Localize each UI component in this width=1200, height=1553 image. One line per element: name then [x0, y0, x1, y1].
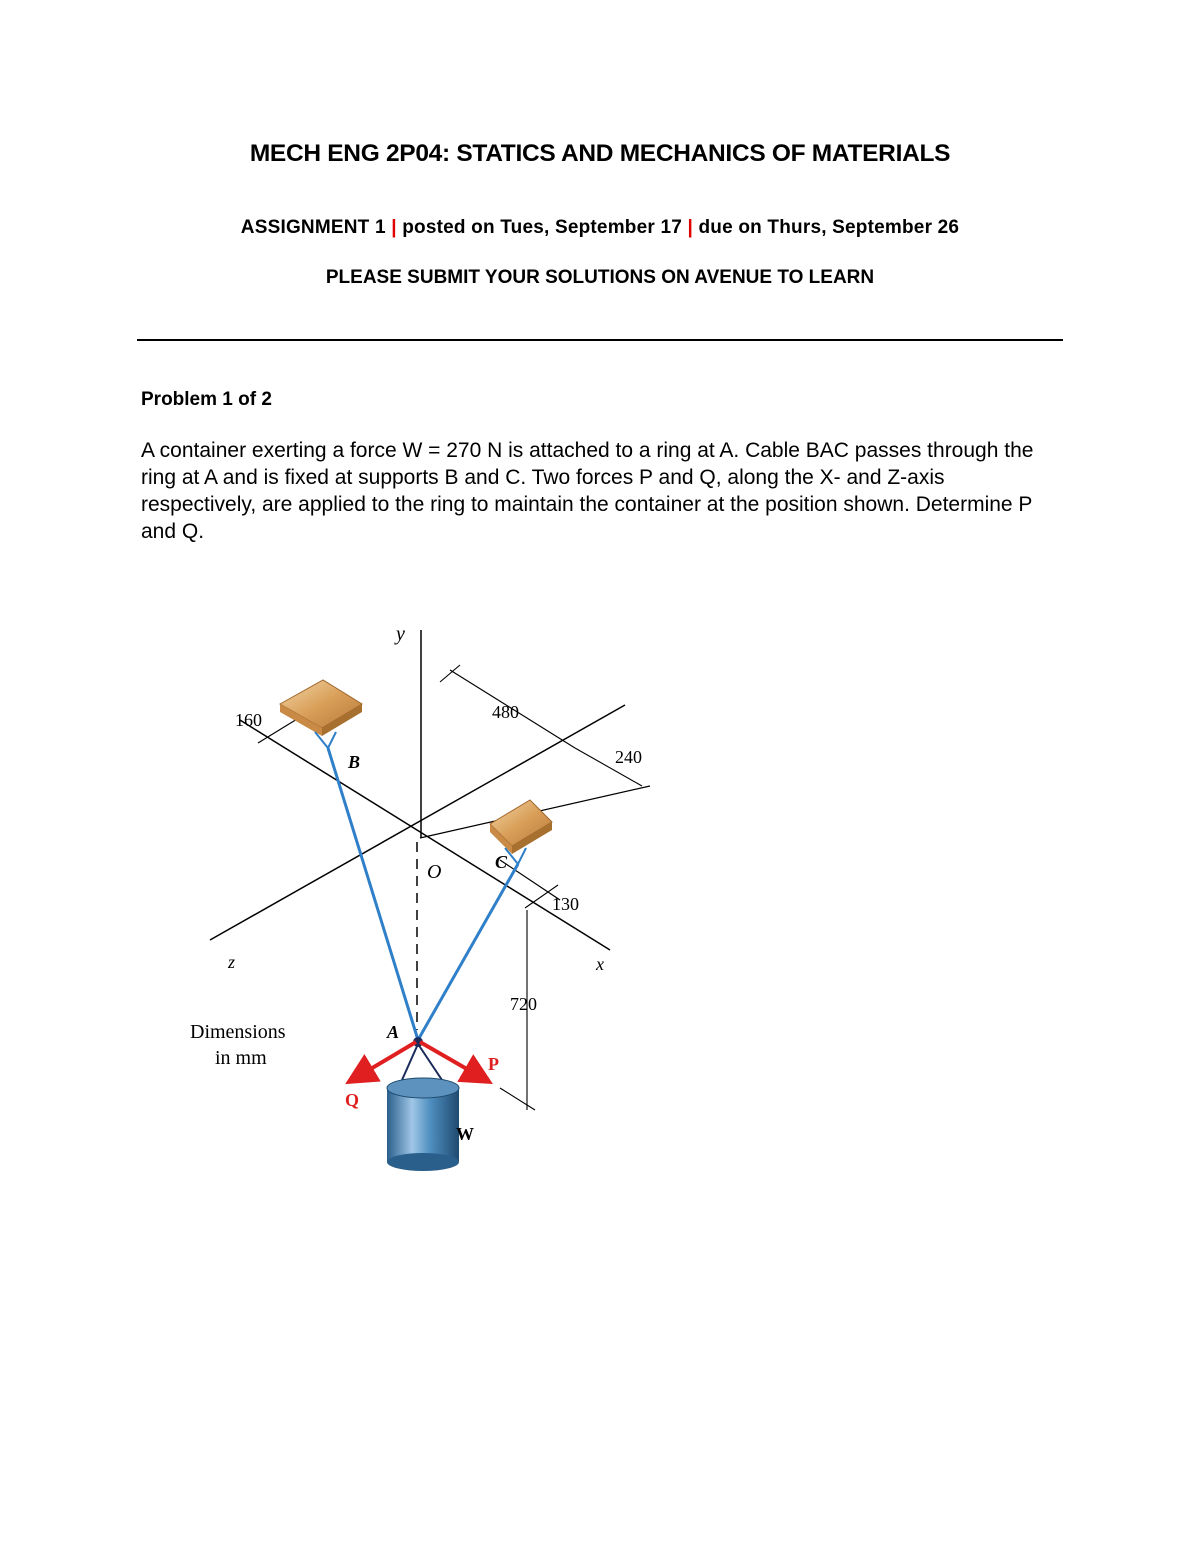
units-label-line1: Dimensions: [190, 1021, 286, 1043]
cable-ab: [328, 748, 418, 1040]
dim-130-label: 130: [552, 894, 579, 914]
course-title: MECH ENG 2P04: STATICS AND MECHANICS OF MATERIALS: [249, 140, 951, 167]
support-block-b: [280, 680, 362, 748]
assignment-info: [0, 217, 1200, 239]
weight-label: W: [456, 1124, 474, 1144]
problem-heading: Problem 1 of 2: [141, 389, 272, 410]
submission-note: PLEASE SUBMIT YOUR SOLUTIONS ON AVENUE TO LEARN: [325, 267, 875, 288]
x-axis-label: x: [596, 954, 604, 974]
assignment-number: ASSIGNMENT 1: [240, 217, 386, 238]
dim-720-label: 720: [510, 994, 537, 1014]
force-q-label: Q: [345, 1090, 360, 1110]
dim-480-tick: [440, 665, 460, 682]
statics-diagram: [180, 610, 680, 1190]
dim-720-tick: [500, 1088, 535, 1110]
dim-480-label: 480: [492, 702, 519, 722]
dim-160-label: 160: [235, 710, 262, 730]
z-axis-label: z: [228, 952, 236, 972]
separator: |: [687, 217, 693, 238]
posted-date: posted on Tues, September 17: [402, 217, 682, 238]
point-b-label: B: [348, 752, 361, 772]
origin-label: O: [427, 861, 442, 883]
point-c-label: C: [495, 852, 508, 872]
due-date: due on Thurs, September 26: [698, 217, 960, 238]
container: [387, 1044, 459, 1171]
force-p-label: P: [488, 1054, 499, 1074]
horizontal-rule: [137, 339, 1063, 341]
x-axis: [240, 720, 610, 950]
force-q-arrow: [352, 1042, 416, 1080]
problem-statement: A container exerting a force W = 270 N is attached to a ring at A. Cable BAC passes through the ring at A and is fixed at supports B and C. Two forces P and Q, along the X- and Z-axis respectively, are applied to the ring to maintain the container at the position shown. Determine P and Q.: [141, 439, 1034, 543]
point-a-label: A: [387, 1022, 400, 1042]
dim-240-label: 240: [615, 747, 642, 767]
y-axis-label: y: [396, 623, 405, 645]
units-label-line2: in mm: [215, 1047, 267, 1069]
separator: |: [391, 217, 397, 238]
cable-ac: [418, 864, 518, 1040]
